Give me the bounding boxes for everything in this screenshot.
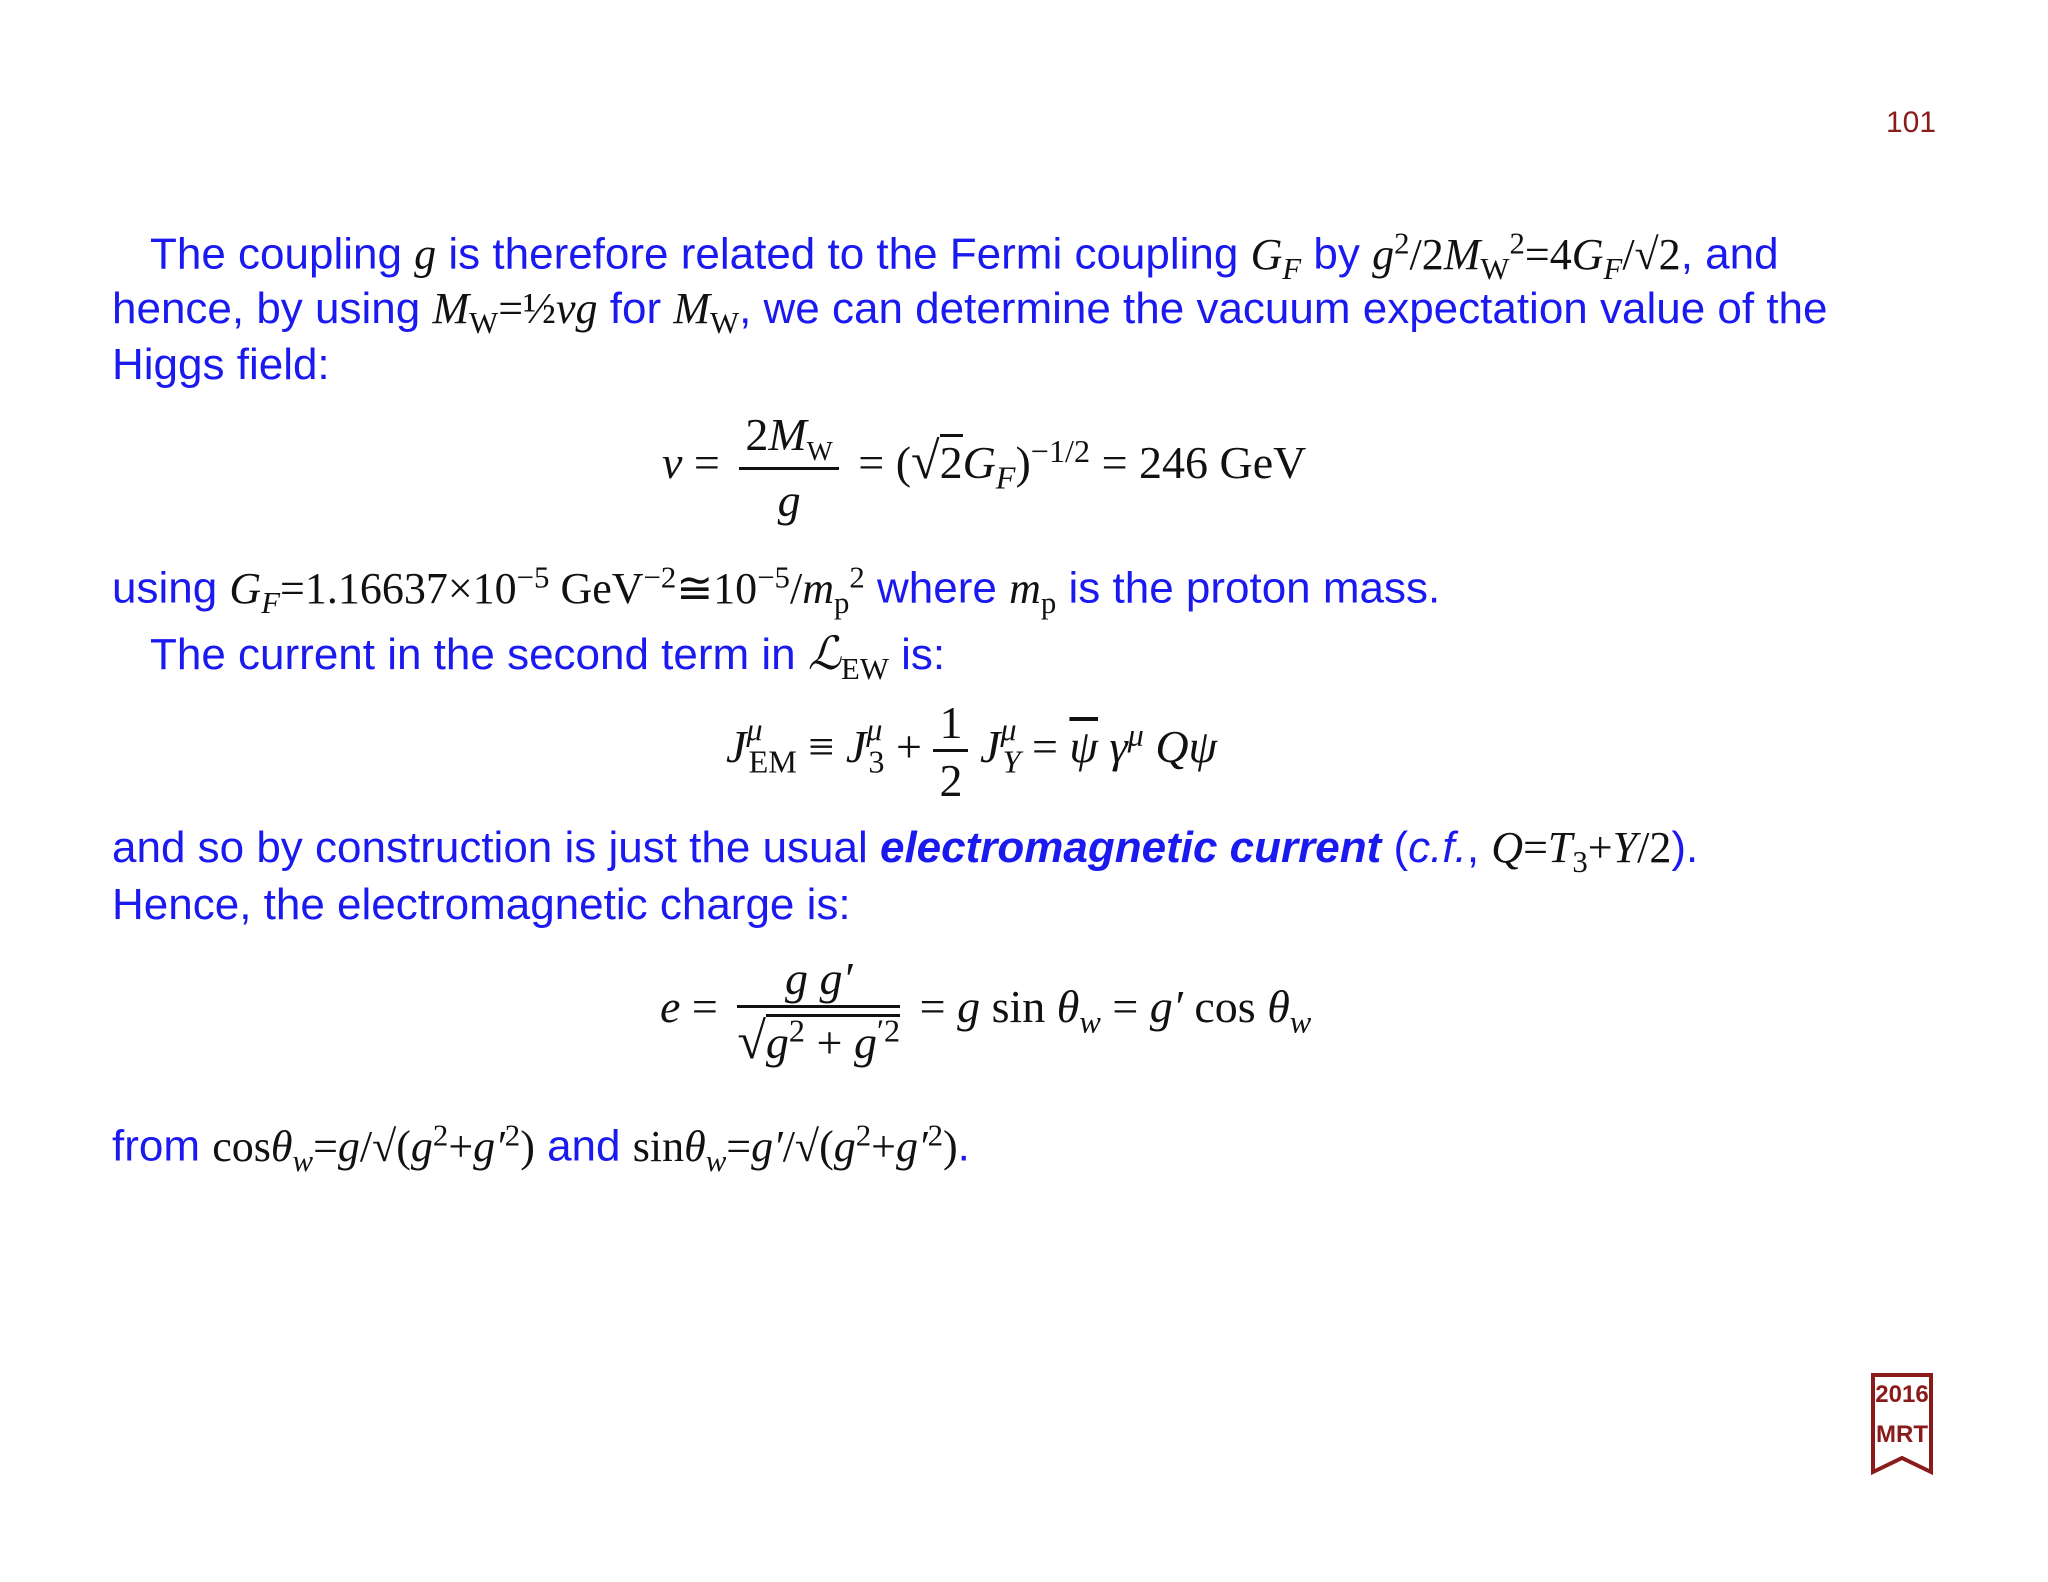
text-segment: for xyxy=(597,284,674,333)
text-segment: The current in the second term in xyxy=(150,630,808,679)
text-segment: by xyxy=(1301,229,1373,279)
paragraph-1-line-1: The coupling g is therefore related to the Fermi coupling $G_F$ by $g^2/2M_W^2=4G_F/√2$, and xyxy=(150,226,1779,286)
using-line: using $G_F=1.16637\times 10^{-5}$ $GeV^{-2}≅10^{-5}/m_p^2$ where $m_p$ is the proton mass. xyxy=(112,560,1441,620)
text-segment: hence, by using xyxy=(112,284,433,333)
text-segment: ). xyxy=(1671,823,1699,872)
current-line: The current in the second term in ℒ$_{EW}$ is: xyxy=(150,628,946,686)
em-current-emphasis: electromagnetic current xyxy=(879,823,1382,872)
badge-initials: MRT xyxy=(1876,1421,1928,1448)
text-segment: The coupling xyxy=(150,229,415,279)
text-segment: c.f. xyxy=(1408,823,1467,872)
text-segment: is the proton mass. xyxy=(1056,563,1441,613)
equation-vev-result: = 246 GeV xyxy=(1101,437,1307,489)
text-segment: , xyxy=(1466,823,1492,872)
paragraph-1-line-2: hence, by using $M_W=\frac{1}{2}vg$ for $M_W$, we can determine the vacuum expectation value of the xyxy=(112,284,1828,340)
text-segment: using xyxy=(112,563,230,613)
text-segment: , we can determine the vacuum expectation value of the xyxy=(739,284,1828,333)
page-number: 101 xyxy=(1886,106,1937,139)
from-line: from $\cos\theta_w=g/√(g^2+g'^2)$ and $\sin\theta_w=g'/√(g^2+g'^2)$. xyxy=(112,1118,970,1178)
mrt-logo-icon xyxy=(1870,1372,1934,1476)
text-segment: is therefore related to the Fermi coupling xyxy=(436,229,1251,279)
hence-line: Hence, the electromagnetic charge is: xyxy=(112,880,851,929)
text-segment: , and xyxy=(1680,229,1779,279)
text-segment: . xyxy=(957,1121,970,1171)
text-segment: is: xyxy=(888,630,946,679)
construction-line: and so by construction is just the usual electromagnetic current (c.f., $Q=T_3+Y/2$). xyxy=(112,823,1699,879)
text-segment: and so by construction is just the usual xyxy=(112,823,880,872)
paragraph-1-line-3: Higgs field: xyxy=(112,340,330,389)
equation-vev: v = $\frac{2M_W}{g}$ = $(√2G_F)^{-1/2} = 246$ GeV xyxy=(662,409,1307,527)
text-segment: where xyxy=(864,563,1010,613)
text-segment: and xyxy=(534,1121,633,1171)
text-segment: from xyxy=(112,1121,213,1171)
text-segment: ( xyxy=(1381,823,1409,872)
equation-em-charge: e = $\frac{\text{g g′}}{√g^2 + g^{'2}}$ = g $\sin \theta_w = g'$ $\cos \theta_w$ xyxy=(660,953,1312,1070)
badge-year: 2016 xyxy=(1875,1381,1929,1408)
equation-em-current: $J^\mu_{EM} \equiv J^\mu_3$ + $\frac{1}{2}$ $J^\mu_Y = \overline{\psi}$ $\gamma^\mu$ Qψ xyxy=(726,697,1218,806)
